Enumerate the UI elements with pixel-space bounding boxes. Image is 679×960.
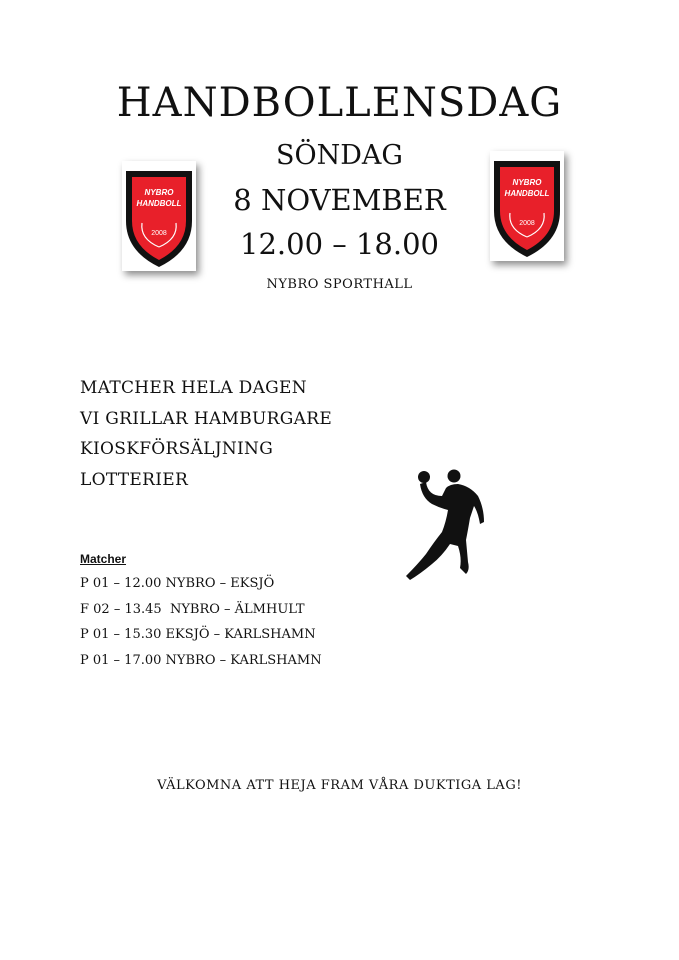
- logo-line1: NYBRO: [144, 188, 174, 197]
- welcome-message: VÄLKOMNA ATT HEJA FRAM VÅRA DUKTIGA LAG!: [157, 778, 522, 793]
- event-day: SÖNDAG: [276, 140, 403, 171]
- match-item: P 01 – 15.30 EKSJÖ – KARLSHAMN: [80, 627, 316, 642]
- match-list: [80, 574, 322, 676]
- handball-player-silhouette-icon: [402, 466, 492, 584]
- logo-line1: NYBRO: [512, 178, 542, 187]
- poster-title: HANDBOLLENSDAG: [116, 80, 563, 126]
- feature-item: LOTTERIER: [80, 469, 189, 490]
- event-date: 8 NOVEMBER: [233, 183, 446, 217]
- feature-list: [80, 376, 332, 498]
- matches-heading: Matcher: [80, 552, 127, 566]
- match-item: F 02 – 13.45 NYBRO – ÄLMHULT: [80, 601, 305, 617]
- logo-year: 2008: [519, 220, 535, 227]
- logo-line2: HANDBOLL: [136, 199, 182, 208]
- event-venue: NYBRO SPORTHALL: [266, 277, 413, 292]
- match-item: P 01 – 17.00 NYBRO – KARLSHAMN: [80, 652, 322, 668]
- feature-item: MATCHER HELA DAGEN: [80, 378, 307, 398]
- logo-year: 2008: [151, 230, 167, 237]
- event-time: 12.00 – 18.00: [240, 227, 439, 261]
- match-item: P 01 – 12.00 NYBRO – EKSJÖ: [80, 576, 275, 591]
- feature-item: KIOSKFÖRSÄLJNING: [80, 439, 274, 459]
- feature-item: VI GRILLAR HAMBURGARE: [80, 408, 333, 429]
- logo-line2: HANDBOLL: [504, 189, 550, 198]
